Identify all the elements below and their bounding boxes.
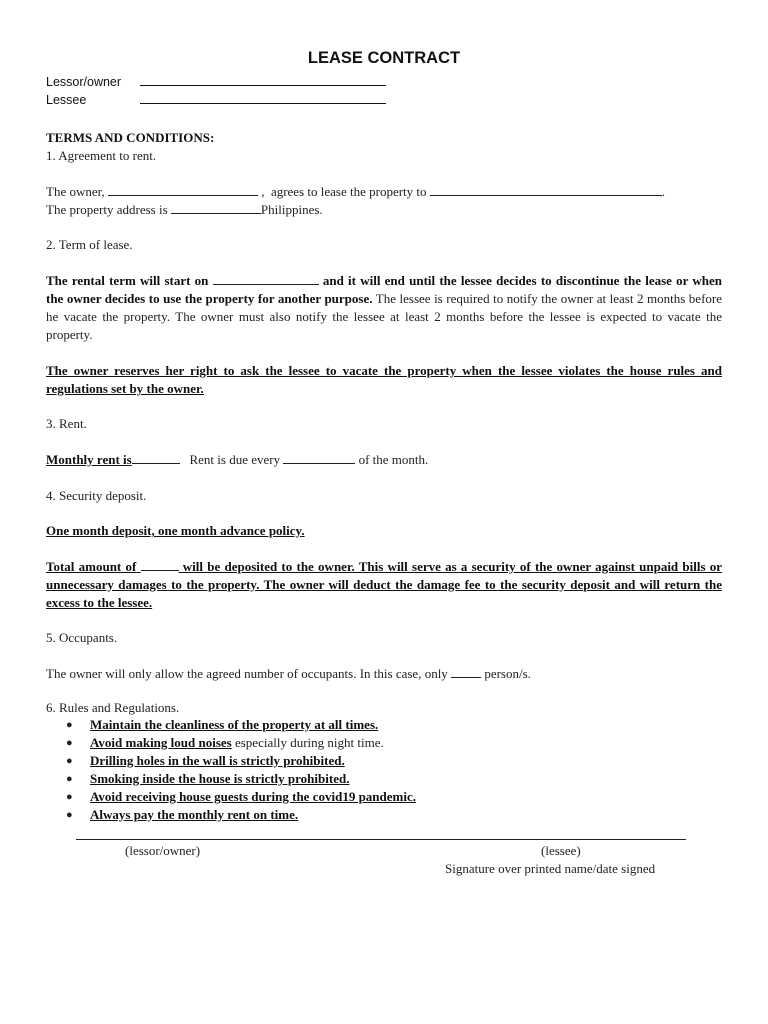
lessor-field [46, 75, 386, 89]
rent-due-blank [283, 452, 355, 464]
lessee-signature-label: (lessee) [541, 843, 581, 858]
section-4-heading: 4. Security deposit. [46, 488, 147, 503]
occupants-line [46, 665, 722, 683]
lessee-blank [140, 93, 386, 104]
document-title: LEASE CONTRACT [307, 49, 461, 67]
lessor-label: Lessor/owner [46, 75, 122, 89]
term-paragraph [46, 272, 722, 344]
lessee-label: Lessee [46, 93, 87, 107]
rule-bold: Smoking inside the house is strictly prohibited. [90, 771, 350, 786]
deposit-text: Total amount of [46, 559, 137, 574]
agreement-text: agrees to lease the property to [270, 184, 427, 199]
rule-bold: Avoid making loud noises [90, 735, 232, 750]
monthly-rent-blank [132, 452, 180, 464]
list-item [66, 806, 416, 824]
agreement-text: The owner, [46, 184, 105, 199]
term-bold-text: and it will end until the lessee decides to discontinue the lease or when the owner decides to use the property for another purpose. [46, 273, 723, 306]
bullet-icon: ● [66, 719, 73, 731]
agreement-text: , [261, 184, 265, 199]
address-text: The property address is [46, 202, 168, 217]
rule-bold: Drilling holes in the wall is strictly prohibited. [90, 753, 345, 768]
occupants-text: The owner will only allow the agreed number of occupants. In this case, only [46, 666, 448, 681]
section-6-heading: 6. Rules and Regulations. [46, 700, 180, 715]
address-text: Philippines. [260, 202, 323, 217]
section-2-heading: 2. Term of lease. [46, 237, 133, 252]
rule-bold: Avoid receiving house guests during the covid19 pandemic. [90, 789, 416, 804]
bullet-icon: ● [66, 755, 73, 767]
lessee-name-blank [430, 184, 662, 196]
term-bold-text: The rental term will start on [46, 273, 209, 288]
list-item [66, 770, 416, 788]
deposit-text: will be deposited to the owner. This will serve as a security of the owner against unpaid bills or unnecessary damages to the property. The owner will deduct the damage fee to the security deposit and will return the excess to the lessee. [46, 559, 723, 610]
deposit-paragraph [46, 558, 722, 612]
list-item [66, 716, 416, 734]
section-3-heading: 3. Rent. [46, 416, 87, 431]
start-date-blank [213, 273, 319, 285]
rent-due-text: Rent is due every [189, 452, 281, 467]
owner-name-blank [108, 184, 258, 196]
section-1-heading: 1. Agreement to rent. [46, 148, 157, 163]
bullet-icon: ● [66, 773, 73, 785]
rule-bold: Always pay the monthly rent on time. [90, 807, 299, 822]
deposit-amount-blank [141, 559, 179, 571]
list-item [66, 752, 416, 770]
rules-list [66, 716, 416, 824]
bullet-icon: ● [66, 737, 73, 749]
agreement-text: . [661, 184, 666, 199]
term-text: The lessee is required to notify the owner at least 2 months before he vacate the property. The owner must also notify the lessee at least 2 months before the lessee is expected to vacate the property. [46, 291, 722, 342]
rent-line [46, 451, 722, 469]
bullet-icon: ● [66, 791, 73, 803]
lessor-blank [140, 75, 386, 86]
bullet-icon: ● [66, 809, 73, 821]
monthly-rent-label: Monthly rent is [46, 452, 132, 467]
lessee-field [46, 93, 386, 107]
address-blank [171, 202, 261, 214]
lessor-signature-label: (lessor/owner) [125, 843, 201, 858]
signature-caption: Signature over printed name/date signed [445, 861, 656, 876]
occupants-blank [451, 666, 481, 678]
deposit-policy: One month deposit, one month advance policy. [46, 523, 305, 538]
list-item [66, 788, 416, 806]
terms-heading: TERMS AND CONDITIONS: [46, 130, 215, 145]
agreement-paragraph [46, 183, 722, 219]
rent-due-text: of the month. [358, 452, 429, 467]
signature-line [76, 839, 686, 840]
rule-bold: Maintain the cleanliness of the property at all times. [90, 717, 379, 732]
occupants-text: person/s. [484, 666, 531, 681]
list-item [66, 734, 416, 752]
rule-rest: especially during night time. [231, 735, 384, 750]
owner-reserve-paragraph: The owner reserves her right to ask the lessee to vacate the property when the lessee violates the house rules and regulations set by the owner. [46, 363, 722, 396]
section-5-heading: 5. Occupants. [46, 630, 118, 645]
